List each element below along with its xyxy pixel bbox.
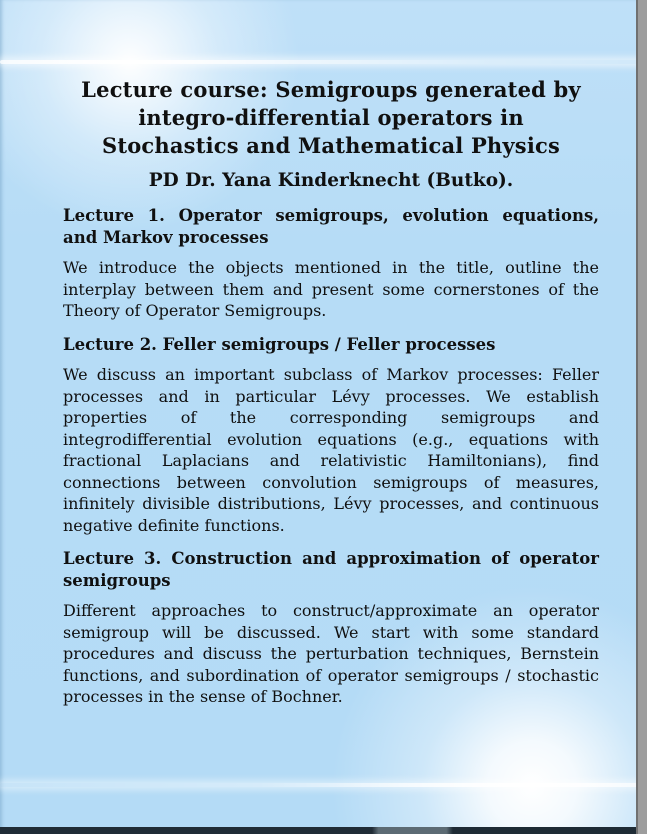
right-edge-bar (636, 0, 647, 834)
bottom-edge-bar (0, 827, 647, 834)
light-streak-bottom (0, 783, 647, 787)
lecture-3-heading: Lecture 3. Construction and approximation of operator semigroups (63, 549, 599, 590)
lecture-1-heading: Lecture 1. Operator semigroups, evolution equations, and Markov processes (63, 206, 599, 247)
lecture-1-description: We introduce the objects mentioned in the title, outline the interplay between them and present some cornerstones of the Theory of Operator Semigroups. (63, 258, 599, 320)
lecture-2-description: We discuss an important subclass of Markov processes: Feller processes and in particular Lévy processes. We establish properties of the corresponding semigroups and integrodifferential evolution equations (e.g., equations with fractional Laplacians and relativistic Hamiltonians), find connections between convolution semigroups of measures, infinitely divisible distributions, Lévy processes, and continuous negative definite functions. (63, 365, 599, 535)
lecture-3-section (63, 548, 599, 708)
lecture-1-section (63, 205, 599, 322)
lecturer-name: PD Dr. Yana Kinderknecht (Butko). (148, 170, 514, 191)
lecture-3-description: Different approaches to construct/approximate an operator semigroup will be discussed. We start with some standard procedures and discuss the perturbation techniques, Bernstein functions, and subordination of operator semigroups / stochastic processes in the sense of Bochner. (63, 601, 599, 706)
course-title: Lecture course: Semigroups generated by integro-differential operators in Stochastics and Mathematical Physics (81, 77, 581, 158)
lecture-2-heading: Lecture 2. Feller semigroups / Feller processes (63, 334, 496, 354)
lecture-2-section (63, 334, 599, 537)
